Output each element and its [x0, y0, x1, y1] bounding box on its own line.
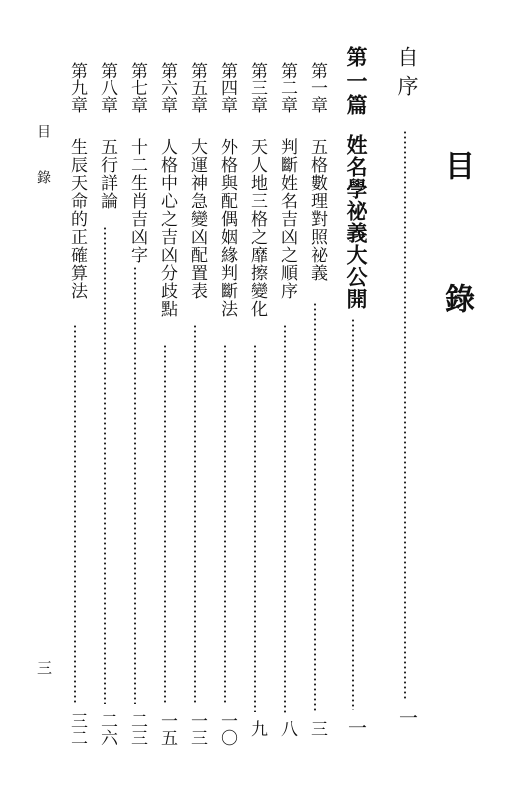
chapter-leader-dots: [224, 344, 226, 704]
running-header: 目 錄: [35, 124, 51, 192]
chapter-title: 大運神急變凶配置表: [187, 138, 207, 300]
page-title: 目 錄: [439, 150, 474, 347]
chapter-leader-dots: [104, 226, 106, 704]
chapter-page: 一三: [187, 712, 207, 746]
chapter-page: 九: [247, 720, 267, 737]
chapter-leader-dots: [194, 324, 196, 704]
chapter-title: 五行詳論: [97, 138, 117, 210]
preface-leader-dots: [404, 130, 406, 700]
chapter-leader-dots: [314, 302, 316, 712]
chapter-page: 二六: [97, 712, 117, 746]
part-title: 姓名學祕義大公開: [344, 134, 369, 310]
page-number: 三: [35, 660, 53, 675]
chapter-label: 第五章: [187, 62, 207, 113]
preface-page: 一: [396, 708, 418, 727]
chapter-title: 外格與配偶姻緣判斷法: [217, 138, 237, 318]
chapter-label: 第一章: [307, 62, 327, 113]
chapter-page: 三二: [67, 712, 87, 746]
chapter-leader-dots: [134, 266, 136, 704]
chapter-page: 一五: [157, 712, 177, 746]
chapter-title: 生辰天命的正確算法: [67, 138, 87, 300]
chapter-title: 天人地三格之靡擦變化: [247, 138, 267, 318]
chapter-page: 八: [277, 720, 297, 737]
part-leader-dots: [352, 318, 354, 710]
chapter-label: 第七章: [127, 62, 147, 113]
chapter-label: 第三章: [247, 62, 267, 113]
chapter-page: 一〇: [217, 712, 237, 746]
chapter-page: 二三: [127, 712, 147, 746]
chapter-leader-dots: [284, 324, 286, 714]
chapter-leader-dots: [254, 344, 256, 712]
chapter-leader-dots: [164, 344, 166, 704]
chapter-label: 第二章: [277, 62, 297, 113]
chapter-page: 三: [307, 720, 327, 737]
chapter-title: 五格數理對照祕義: [307, 138, 327, 282]
chapter-title: 判斷姓名吉凶之順序: [277, 138, 297, 300]
chapter-label: 第四章: [217, 62, 237, 113]
chapter-leader-dots: [74, 324, 76, 704]
preface-label: 自序: [395, 46, 419, 104]
part-label: 第一篇: [344, 46, 369, 118]
part-page: 一: [345, 718, 367, 737]
chapter-title: 人格中心之吉凶分歧點: [157, 138, 177, 318]
chapter-label: 第八章: [97, 62, 117, 113]
chapter-title: 十二生肖吉凶字: [127, 138, 147, 264]
chapter-label: 第六章: [157, 62, 177, 113]
chapter-label: 第九章: [67, 62, 87, 113]
